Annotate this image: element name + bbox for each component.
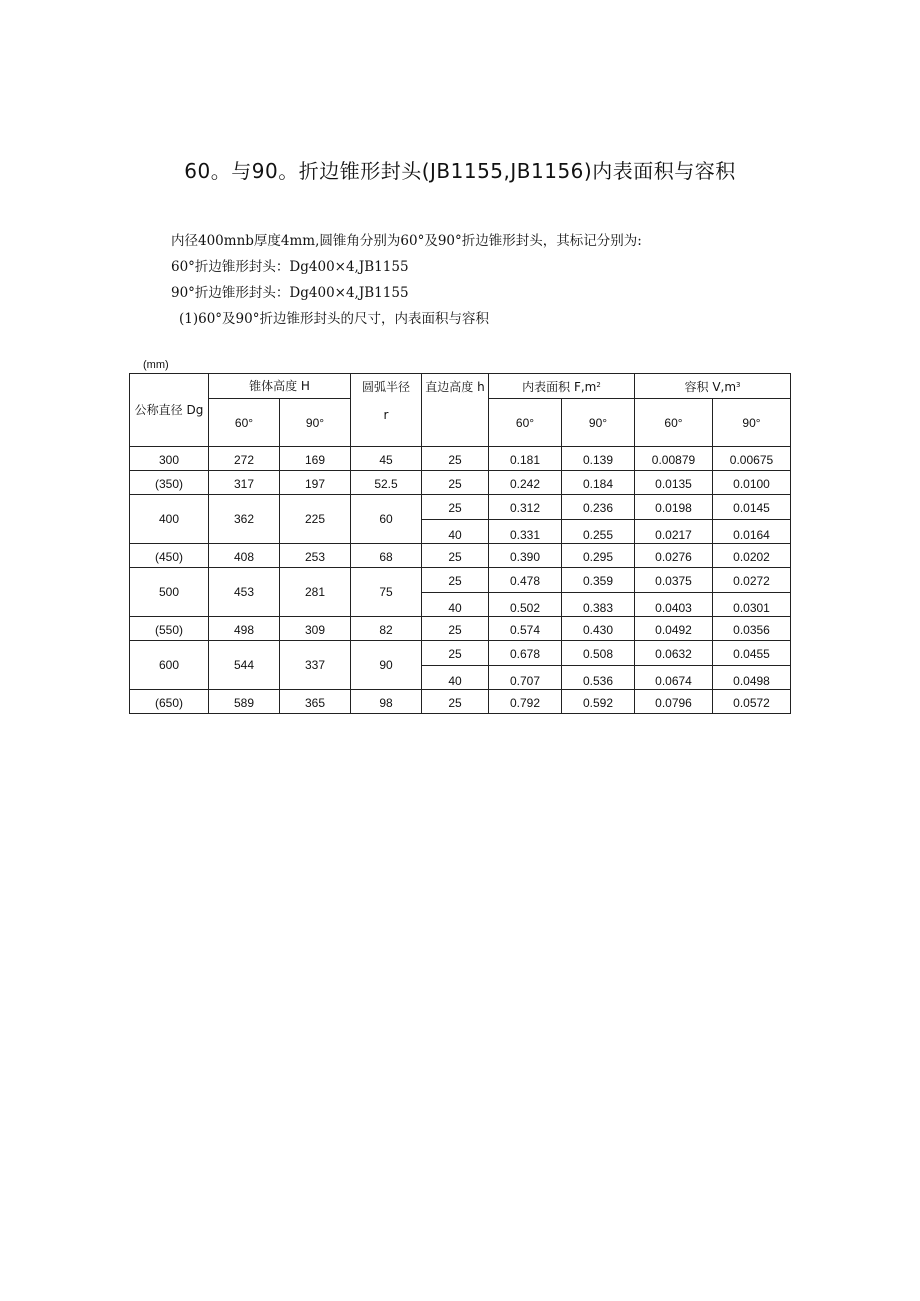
cell-area-60: 0.574 — [489, 617, 562, 641]
cell-straight-height: 25 — [422, 447, 489, 471]
cell-nominal-diameter: 500 — [130, 568, 209, 617]
cell-area-90: 0.295 — [562, 544, 635, 568]
page-title: 60。与90。折边锥形封头(JB1155,JB1156)内表面积与容积 — [184, 159, 736, 183]
unit-label: (mm) — [143, 359, 169, 371]
cell-area-60: 0.390 — [489, 544, 562, 568]
marking-90: 90°折边锥形封头：Dg400×4,JB1155 — [171, 285, 409, 301]
cell-height-90: 169 — [280, 447, 351, 471]
cell-volume-60: 0.0276 — [635, 544, 713, 568]
cell-area-90: 0.236 — [562, 495, 635, 520]
header-nominal-diameter: 公称直径 Dg — [130, 374, 209, 447]
table-row — [130, 495, 791, 520]
cell-area-90: 0.139 — [562, 447, 635, 471]
table-row — [130, 617, 791, 641]
cell-height-60: 453 — [209, 568, 280, 617]
cell-nominal-diameter: (450) — [130, 544, 209, 568]
section-heading: (1)60°及90°折边锥形封头的尺寸，内表面积与容积 — [179, 311, 489, 327]
cell-volume-90: 0.0145 — [713, 495, 791, 520]
cell-height-90: 197 — [280, 471, 351, 495]
spec-table — [129, 373, 791, 714]
cell-height-60: 544 — [209, 641, 280, 690]
cell-volume-60: 0.0403 — [635, 593, 713, 617]
header-cone-height: 锥体高度 H — [209, 374, 351, 399]
cell-volume-90: 0.0100 — [713, 471, 791, 495]
cell-area-90: 0.255 — [562, 520, 635, 544]
cell-height-60: 589 — [209, 690, 280, 714]
cell-height-90: 281 — [280, 568, 351, 617]
table-row — [130, 690, 791, 714]
cell-area-60: 0.707 — [489, 666, 562, 690]
cell-height-60: 362 — [209, 495, 280, 544]
cell-volume-90: 0.0455 — [713, 641, 791, 666]
cell-height-90: 337 — [280, 641, 351, 690]
cell-volume-60: 0.0674 — [635, 666, 713, 690]
header-inner-area: 内表面积 $F,m^2$ — [489, 374, 635, 399]
header-arc-radius-symbol: r — [383, 408, 389, 422]
cell-arc-radius: 52.5 — [351, 471, 422, 495]
cell-straight-height: 25 — [422, 641, 489, 666]
cell-nominal-diameter: (350) — [130, 471, 209, 495]
cell-area-60: 0.181 — [489, 447, 562, 471]
cell-height-60: 272 — [209, 447, 280, 471]
cell-volume-90: 0.0498 — [713, 666, 791, 690]
cell-straight-height: 25 — [422, 544, 489, 568]
cell-area-90: 0.184 — [562, 471, 635, 495]
cell-straight-height: 25 — [422, 495, 489, 520]
cell-area-60: 0.678 — [489, 641, 562, 666]
cell-volume-90: 0.0164 — [713, 520, 791, 544]
cell-volume-60: 0.0375 — [635, 568, 713, 593]
header-arc-radius — [351, 374, 422, 447]
cell-area-60: 0.312 — [489, 495, 562, 520]
cell-volume-90: 0.0356 — [713, 617, 791, 641]
cell-straight-height: 40 — [422, 520, 489, 544]
header-f-90: 90° — [562, 399, 635, 447]
cell-nominal-diameter: 600 — [130, 641, 209, 690]
cell-nominal-diameter: (650) — [130, 690, 209, 714]
table-row — [130, 544, 791, 568]
cell-volume-90: 0.0202 — [713, 544, 791, 568]
cell-volume-60: 0.0217 — [635, 520, 713, 544]
cell-area-90: 0.592 — [562, 690, 635, 714]
cell-area-90: 0.359 — [562, 568, 635, 593]
cell-arc-radius: 45 — [351, 447, 422, 471]
table-row — [130, 641, 791, 666]
cell-volume-60: 0.00879 — [635, 447, 713, 471]
cell-straight-height: 25 — [422, 617, 489, 641]
cell-straight-height: 25 — [422, 568, 489, 593]
cell-area-90: 0.536 — [562, 666, 635, 690]
cell-straight-height: 25 — [422, 690, 489, 714]
cell-volume-60: 0.0492 — [635, 617, 713, 641]
header-v-60: 60° — [635, 399, 713, 447]
cell-straight-height: 40 — [422, 666, 489, 690]
cell-area-90: 0.430 — [562, 617, 635, 641]
cell-area-90: 0.508 — [562, 641, 635, 666]
marking-60: 60°折边锥形封头：Dg400×4,JB1155 — [171, 259, 409, 275]
cell-height-60: 317 — [209, 471, 280, 495]
spec-table-body — [130, 447, 791, 714]
cell-arc-radius: 90 — [351, 641, 422, 690]
cell-area-60: 0.792 — [489, 690, 562, 714]
intro-paragraph: 内径400mnb厚度4mm,圆锥角分别为60°及90°折边锥形封头，其标记分别为: — [171, 233, 642, 249]
cell-volume-60: 0.0198 — [635, 495, 713, 520]
cell-height-60: 408 — [209, 544, 280, 568]
cell-arc-radius: 98 — [351, 690, 422, 714]
header-arc-radius-label: 圆弧半径 — [361, 380, 410, 394]
cell-volume-90: 0.0272 — [713, 568, 791, 593]
table-row — [130, 447, 791, 471]
cell-volume-60: 0.0135 — [635, 471, 713, 495]
cell-straight-height: 25 — [422, 471, 489, 495]
cell-area-90: 0.383 — [562, 593, 635, 617]
cell-volume-90: 0.0301 — [713, 593, 791, 617]
cell-height-90: 309 — [280, 617, 351, 641]
cell-straight-height: 40 — [422, 593, 489, 617]
cell-area-60: 0.478 — [489, 568, 562, 593]
cell-height-60: 498 — [209, 617, 280, 641]
cell-height-90: 225 — [280, 495, 351, 544]
cell-area-60: 0.242 — [489, 471, 562, 495]
cell-volume-90: 0.00675 — [713, 447, 791, 471]
header-straight-height: 直边高度 h — [422, 374, 489, 447]
cell-nominal-diameter: 400 — [130, 495, 209, 544]
cell-nominal-diameter: 300 — [130, 447, 209, 471]
table-row — [130, 471, 791, 495]
cell-area-60: 0.502 — [489, 593, 562, 617]
table-row — [130, 568, 791, 593]
cell-arc-radius: 75 — [351, 568, 422, 617]
cell-volume-90: 0.0572 — [713, 690, 791, 714]
header-v-90: 90° — [713, 399, 791, 447]
cell-arc-radius: 60 — [351, 495, 422, 544]
cell-nominal-diameter: (550) — [130, 617, 209, 641]
cell-height-90: 365 — [280, 690, 351, 714]
header-f-60: 60° — [489, 399, 562, 447]
header-h-90: 90° — [280, 399, 351, 447]
header-h-60: 60° — [209, 399, 280, 447]
cell-volume-60: 0.0796 — [635, 690, 713, 714]
cell-arc-radius: 68 — [351, 544, 422, 568]
cell-arc-radius: 82 — [351, 617, 422, 641]
cell-volume-60: 0.0632 — [635, 641, 713, 666]
header-volume: 容积 $V,m^3$ — [635, 374, 791, 399]
cell-area-60: 0.331 — [489, 520, 562, 544]
cell-height-90: 253 — [280, 544, 351, 568]
